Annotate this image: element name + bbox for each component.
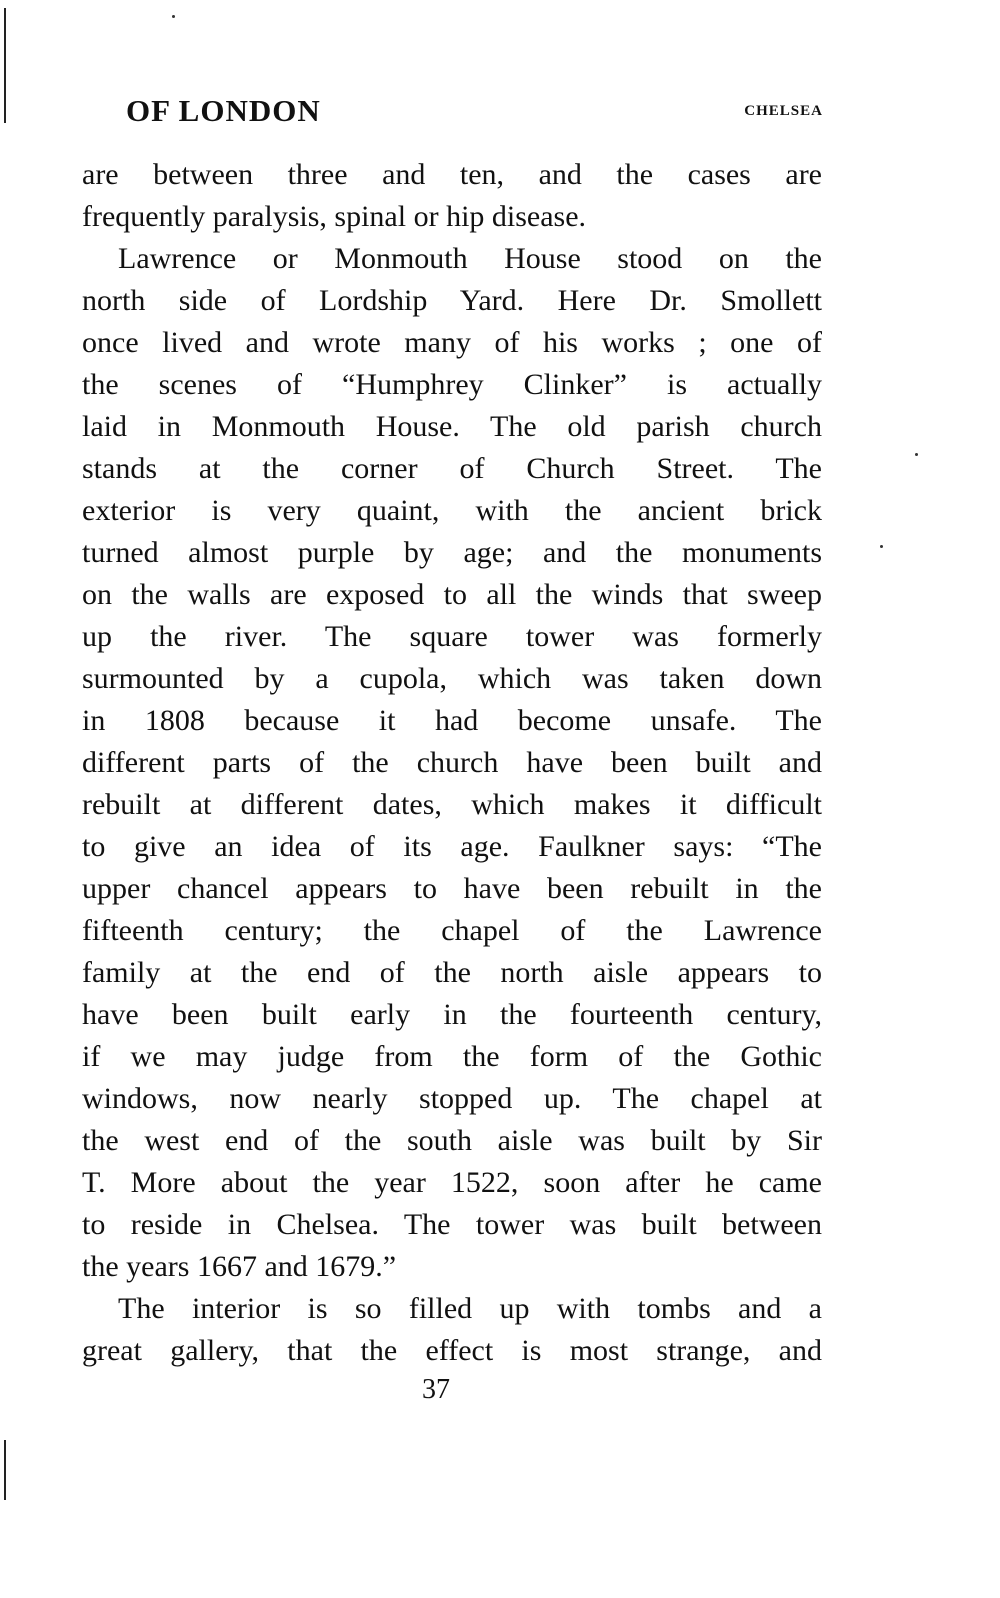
body-text (82, 154, 822, 1372)
section-title: CHELSEA (744, 103, 823, 119)
text-line: fifteenth century; the chapel of the Lawrence (82, 914, 822, 947)
text-line: surmounted by a cupola, which was taken down (82, 662, 822, 695)
text-line: the west end of the south aisle was built by Sir (82, 1124, 822, 1157)
page-edge-mark (4, 8, 6, 123)
page-number: 37 (422, 1374, 450, 1405)
text-line: the years 1667 and 1679.” (82, 1250, 397, 1283)
text-line: family at the end of the north aisle appears to (82, 956, 822, 989)
text-line: frequently paralysis, spinal or hip disease. (82, 200, 587, 233)
text-line: north side of Lordship Yard. Here Dr. Smollett (82, 284, 822, 317)
text-line: exterior is very quaint, with the ancient brick (82, 494, 822, 527)
text-line: T. More about the year 1522, soon after he came (82, 1166, 822, 1199)
text-line: rebuilt at different dates, which makes it difficult (82, 788, 822, 821)
scan-speck (880, 545, 883, 548)
text-line: windows, now nearly stopped up. The chapel at (82, 1082, 822, 1115)
scan-speck (172, 15, 175, 18)
running-title: OF LONDON (126, 93, 321, 128)
text-line: stands at the corner of Church Street. The (82, 452, 822, 485)
text-line: turned almost purple by age; and the monuments (82, 536, 822, 569)
scan-speck (915, 453, 918, 456)
text-line: to give an idea of its age. Faulkner says: “The (82, 830, 822, 863)
text-line: The interior is so filled up with tombs and a (118, 1292, 822, 1325)
text-line: different parts of the church have been built and (82, 746, 822, 779)
page-edge-mark (4, 1440, 6, 1500)
text-line: laid in Monmouth House. The old parish church (82, 410, 822, 443)
text-line: in 1808 because it had become unsafe. The (82, 704, 822, 737)
text-line: if we may judge from the form of the Gothic (82, 1040, 822, 1073)
text-line: great gallery, that the effect is most strange, and (82, 1334, 822, 1367)
text-line: Lawrence or Monmouth House stood on the (118, 242, 822, 275)
text-line: to reside in Chelsea. The tower was built between (82, 1208, 822, 1241)
text-line: the scenes of “Humphrey Clinker” is actually (82, 368, 822, 401)
text-line: up the river. The square tower was formerly (82, 620, 822, 653)
text-line: once lived and wrote many of his works ; one of (82, 326, 822, 359)
text-line: upper chancel appears to have been rebuilt in the (82, 872, 822, 905)
text-line: are between three and ten, and the cases are (82, 158, 822, 191)
text-line: have been built early in the fourteenth century, (82, 998, 822, 1031)
text-line: on the walls are exposed to all the winds that sweep (82, 578, 822, 611)
